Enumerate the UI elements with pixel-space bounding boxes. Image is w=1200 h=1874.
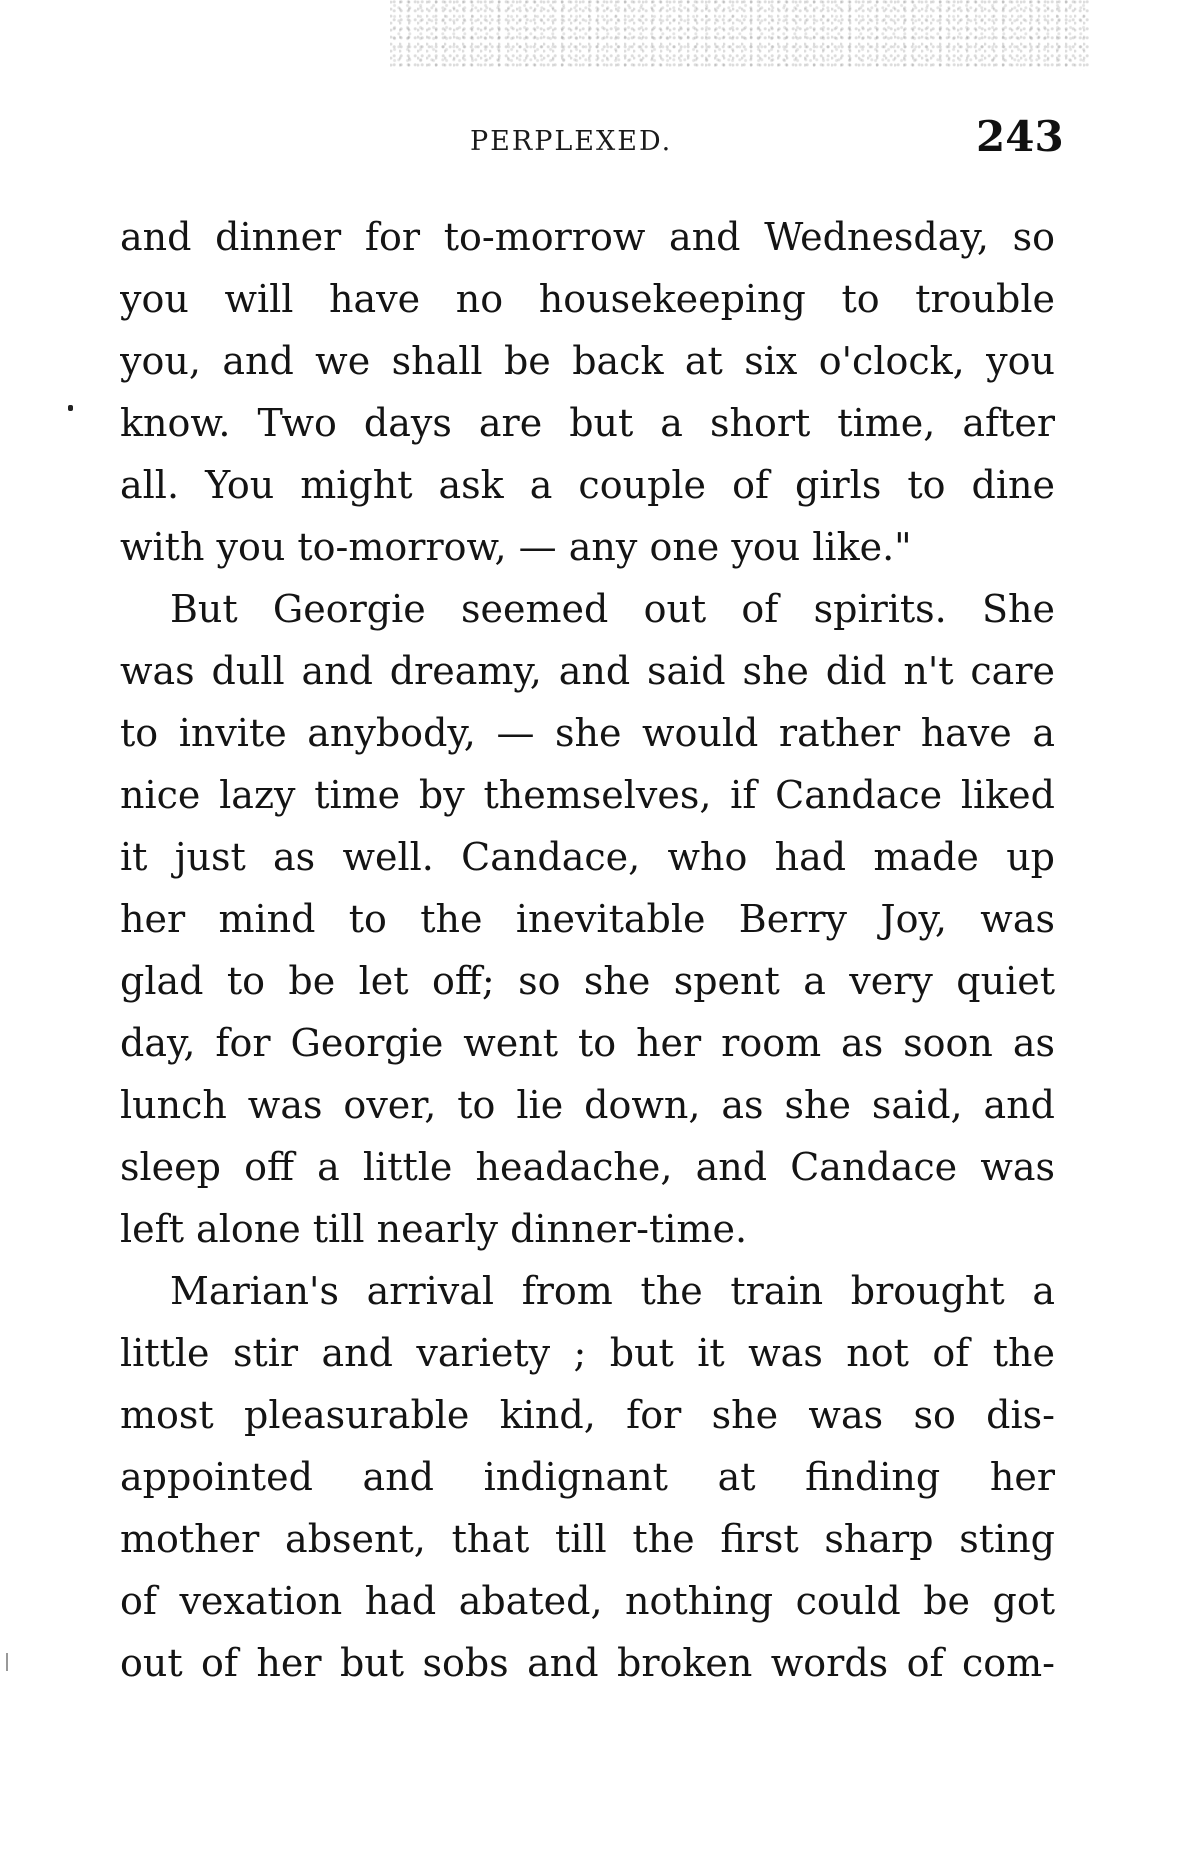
text-line: all. You might ask a couple of girls to dine [120,463,1055,507]
margin-edge-mark [6,1653,18,1671]
text-line: her mind to the inevitable Berry Joy, was [120,897,1055,941]
text-line: mother absent, that till the first sharp sting [120,1517,1055,1561]
text-line: it just as well. Candace, who had made up [120,835,1055,879]
running-head: PERPLEXED. [470,126,673,157]
text-line: you, and we shall be back at six o'clock, you [120,339,1055,383]
margin-dot-mark [68,405,73,411]
text-line: day, for Georgie went to her room as soon as [120,1021,1055,1065]
text-line: left alone till nearly dinner-time. [120,1207,748,1251]
text-line: glad to be let off; so she spent a very quiet [120,959,1055,1003]
text-line: and dinner for to-morrow and Wednesday, so [120,215,1055,259]
page-number: 243 [976,112,1064,161]
text-line: appointed and indignant at finding her [120,1455,1055,1499]
text-line: of vexation had abated, nothing could be got [120,1579,1055,1623]
text-line: know. Two days are but a short time, after [120,401,1055,445]
scan-speckle-decoration [390,0,1090,70]
text-line: was dull and dreamy, and said she did n't care [120,649,1055,693]
text-line: to invite anybody, — she would rather have a [120,711,1055,755]
text-line: But Georgie seemed out of spirits. She [170,587,1055,631]
page-header [0,112,1200,162]
body-text [120,206,1055,1694]
text-line: lunch was over, to lie down, as she said, and [120,1083,1055,1127]
text-line: most pleasurable kind, for she was so dis- [120,1393,1055,1437]
text-line: out of her but sobs and broken words of com- [120,1641,1055,1685]
text-line: sleep off a little headache, and Candace was [120,1145,1055,1189]
text-line: nice lazy time by themselves, if Candace liked [120,773,1055,817]
text-line: you will have no housekeeping to trouble [120,277,1055,321]
text-line: little stir and variety ; but it was not of the [120,1331,1055,1375]
text-line: Marian's arrival from the train brought a [170,1269,1055,1313]
text-line: with you to-morrow, — any one you like." [120,525,912,569]
